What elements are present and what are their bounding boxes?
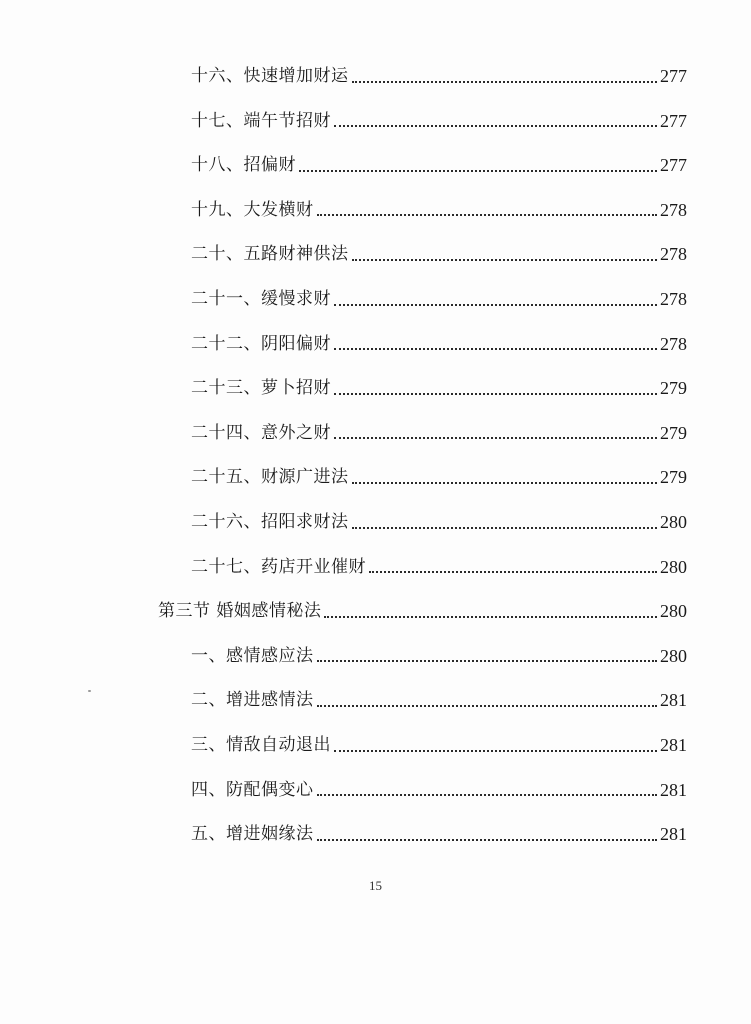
toc-dot-leader <box>324 615 657 618</box>
toc-dot-leader <box>317 793 658 796</box>
toc-dot-leader <box>317 704 658 707</box>
toc-entry-title: 三、情敌自动退出 <box>191 735 331 755</box>
toc-entry-title: 十七、端午节招财 <box>191 110 331 131</box>
toc-entry-title: 二十、五路财神供法 <box>191 244 349 265</box>
toc-entry-page-number: 278 <box>660 199 687 220</box>
toc-dot-leader <box>334 436 657 439</box>
toc-entry[interactable] <box>191 194 687 226</box>
toc-entry[interactable] <box>191 417 687 449</box>
toc-entry[interactable] <box>191 149 687 181</box>
toc-dot-leader <box>352 80 658 83</box>
toc-entry-page-number: 277 <box>660 66 687 86</box>
toc-entry[interactable] <box>191 328 687 360</box>
toc-dot-leader <box>334 303 657 306</box>
toc-entry-title: 二十六、招阳求财法 <box>191 512 349 532</box>
toc-entry[interactable] <box>191 283 687 315</box>
toc-entry-title: 四、防配偶变心 <box>191 779 314 800</box>
toc-entry-title: 十六、快速增加财运 <box>191 66 349 86</box>
toc-entry[interactable] <box>191 818 687 850</box>
toc-entry-title: 十九、大发横财 <box>191 199 314 220</box>
toc-entry[interactable] <box>191 372 687 404</box>
toc-entry-title: 二十五、财源广进法 <box>191 467 349 488</box>
toc-dot-leader <box>369 570 657 573</box>
toc-entry-page-number: 279 <box>660 378 687 399</box>
toc-entry-page-number: 281 <box>660 824 687 845</box>
toc-entry[interactable] <box>191 729 687 761</box>
toc-entry-title: 二十七、药店开业催财 <box>191 556 366 577</box>
toc-entry[interactable] <box>191 461 687 493</box>
toc-section-heading[interactable] <box>158 595 687 627</box>
toc-entry-title: 二十四、意外之财 <box>191 422 331 443</box>
toc-entry-page-number: 280 <box>660 601 687 622</box>
toc-entry-title: 一、感情感应法 <box>191 645 314 666</box>
toc-dot-leader <box>317 213 658 216</box>
toc-entry-title: 十八、招偏财 <box>191 155 296 176</box>
toc-entry-title: 五、增进姻缘法 <box>191 824 314 845</box>
toc-entry-title: 二十二、阴阳偏财 <box>191 333 331 354</box>
toc-entry-page-number: 277 <box>660 110 687 131</box>
toc-dot-leader <box>317 659 658 662</box>
toc-entry-page-number: 278 <box>660 244 687 265</box>
toc-entry-page-number: 280 <box>660 512 687 532</box>
toc-dot-leader <box>352 526 658 529</box>
scan-speck <box>88 690 91 692</box>
toc-dot-leader <box>299 169 657 172</box>
toc-entry[interactable] <box>191 238 687 270</box>
toc-entry-title: 二十三、萝卜招财 <box>191 378 331 399</box>
toc-entry-page-number: 281 <box>660 779 687 800</box>
toc-dot-leader <box>334 347 657 350</box>
toc-entry-page-number: 279 <box>660 422 687 443</box>
toc-entry[interactable] <box>191 640 687 672</box>
toc-entry-page-number: 278 <box>660 289 687 309</box>
toc-entry[interactable] <box>191 551 687 583</box>
toc-entry[interactable] <box>191 684 687 716</box>
toc-entry-title: 二、增进感情法 <box>191 690 314 711</box>
toc-dot-leader <box>352 258 658 261</box>
toc-entry-page-number: 281 <box>660 690 687 711</box>
toc-dot-leader <box>334 124 657 127</box>
toc-entry-page-number: 280 <box>660 556 687 577</box>
toc-entry[interactable] <box>191 60 687 92</box>
toc-entry[interactable] <box>191 506 687 538</box>
page-number: 15 <box>369 878 382 893</box>
toc-dot-leader <box>334 749 657 752</box>
toc-entry-page-number: 278 <box>660 333 687 354</box>
toc-entry-title: 第三节 婚姻感情秘法 <box>158 601 322 622</box>
toc-dot-leader <box>317 838 658 841</box>
toc-entry[interactable] <box>191 774 687 806</box>
toc-entry-page-number: 277 <box>660 155 687 176</box>
toc-entry-page-number: 281 <box>660 735 687 755</box>
toc-entry-page-number: 279 <box>660 467 687 488</box>
toc-entry[interactable] <box>191 105 687 137</box>
toc-dot-leader <box>334 392 657 395</box>
toc-entry-page-number: 280 <box>660 645 687 666</box>
toc-dot-leader <box>352 481 658 484</box>
toc-entry-title: 二十一、缓慢求财 <box>191 289 331 309</box>
